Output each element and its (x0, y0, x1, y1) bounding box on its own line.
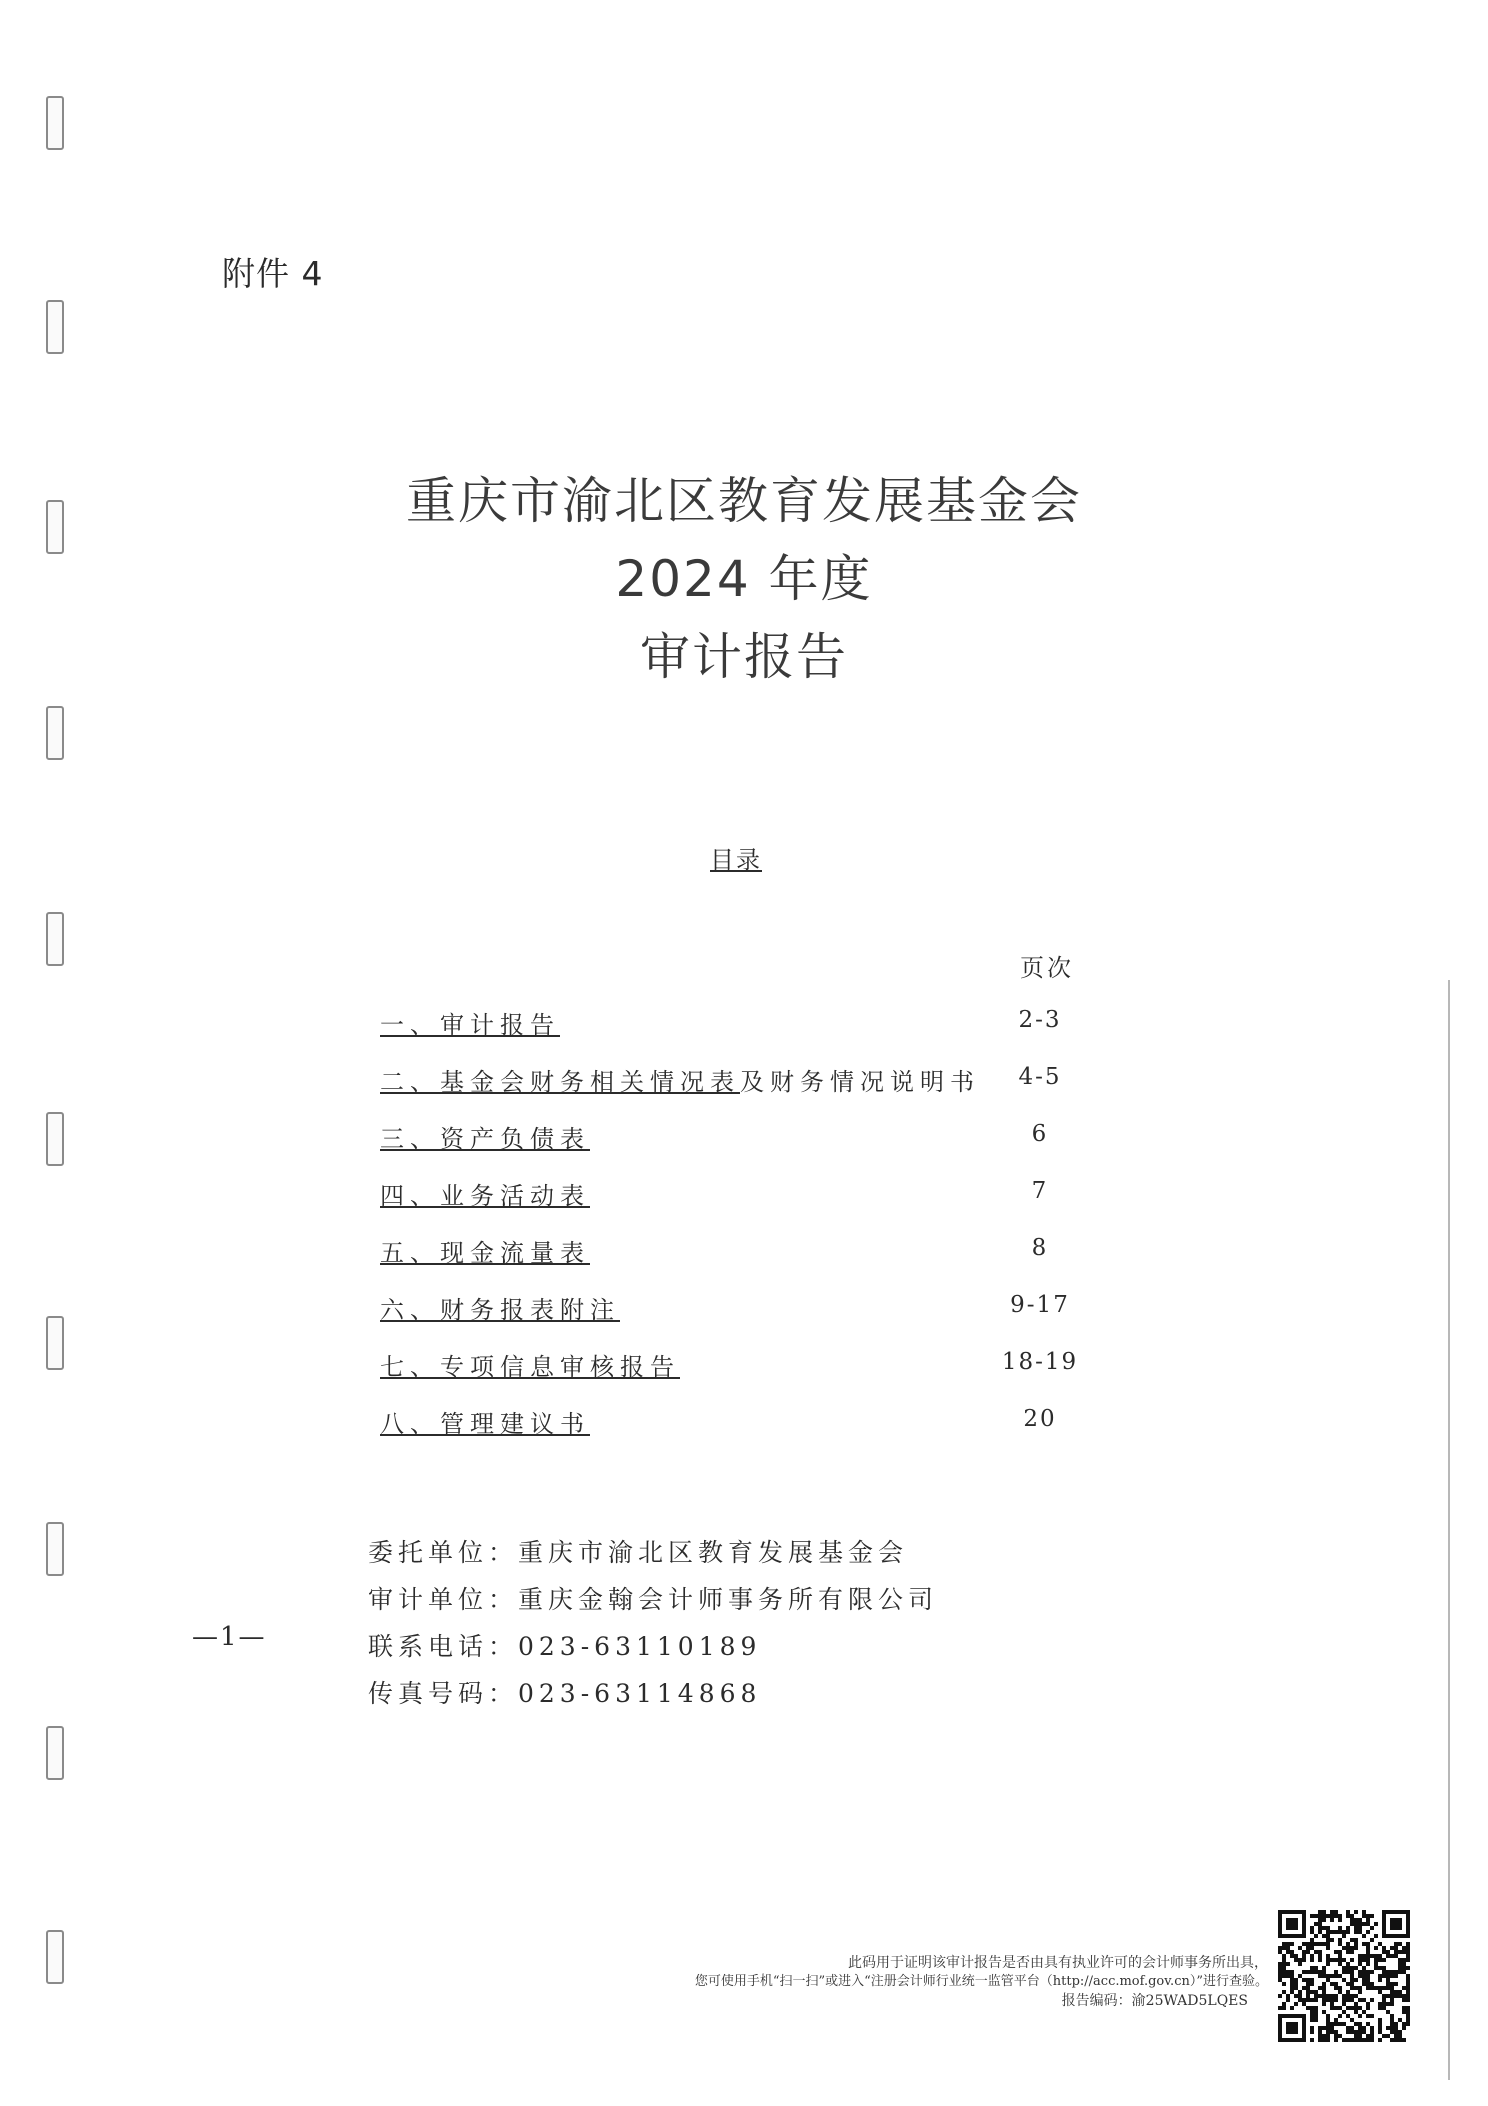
verification-note-line1: 此码用于证明该审计报告是否由具有执业许可的会计师事务所出具， (848, 1955, 1268, 1971)
scan-edge-line (1448, 980, 1450, 2080)
binding-hole (46, 912, 64, 966)
binding-hole (46, 1112, 64, 1166)
toc-item-label: 五、现金流量表 (380, 1239, 590, 1267)
toc-item[interactable] (380, 1062, 980, 1097)
toc-page-column-label: 页次 (1020, 954, 1074, 982)
fax-number: 传真号码：023-63114868 (368, 1679, 762, 1708)
binding-hole (46, 96, 64, 150)
qr-code-icon[interactable] (1278, 1910, 1410, 2042)
report-code: 报告编码：渝25WAD5LQES (1061, 1993, 1248, 2009)
toc-item-label: 一、审计报告 (380, 1011, 560, 1039)
toc-item-pages: 4-5 (1018, 1064, 1062, 1090)
toc-item[interactable] (380, 1119, 590, 1154)
toc-item[interactable] (380, 1290, 620, 1325)
audit-unit: 审计单位：重庆金翰会计师事务所有限公司 (368, 1585, 939, 1614)
title-organization: 重庆市渝北区教育发展基金会 (406, 472, 1082, 530)
phone-number: 联系电话：023-63110189 (368, 1632, 762, 1661)
page-number: —1— (192, 1622, 267, 1652)
toc-heading: 目录 (710, 846, 762, 874)
toc-item-pages: 2-3 (1018, 1007, 1062, 1033)
toc-item[interactable] (380, 1005, 560, 1040)
binding-hole (46, 1726, 64, 1780)
toc-item[interactable] (380, 1347, 680, 1382)
toc-item[interactable] (380, 1233, 590, 1268)
verification-note-line2: 您可使用手机“扫一扫”或进入“注册会计师行业统一监管平台（http://acc.mof.gov.cn）”进行查验。 (694, 1974, 1268, 1989)
toc-item-pages: 6 (1031, 1121, 1049, 1147)
binding-hole (46, 1316, 64, 1370)
binding-hole (46, 1522, 64, 1576)
toc-item[interactable] (380, 1404, 590, 1439)
toc-item-label: 四、业务活动表 (380, 1182, 590, 1210)
toc-item-label: 二、基金会财务相关情况表 (380, 1068, 740, 1096)
binding-hole (46, 1930, 64, 1984)
toc-item-label: 三、资产负债表 (380, 1125, 590, 1153)
binding-hole (46, 300, 64, 354)
client-unit: 委托单位：重庆市渝北区教育发展基金会 (368, 1538, 909, 1567)
attachment-label: 附件 4 (222, 254, 324, 293)
toc-item-label-rest: 及财务情况说明书 (740, 1068, 980, 1096)
title-report-type: 审计报告 (640, 628, 848, 686)
toc-item-pages: 18-19 (1001, 1349, 1079, 1375)
toc-item[interactable] (380, 1176, 590, 1211)
toc-item-label: 八、管理建议书 (380, 1410, 590, 1438)
binding-hole (46, 706, 64, 760)
toc-item-pages: 20 (1023, 1406, 1057, 1432)
toc-item-pages: 7 (1031, 1178, 1049, 1204)
toc-item-label: 六、财务报表附注 (380, 1296, 620, 1324)
toc-item-pages: 8 (1031, 1235, 1049, 1261)
title-year: 2024 年度 (615, 550, 873, 608)
toc-item-pages: 9-17 (1010, 1292, 1070, 1318)
toc-item-label: 七、专项信息审核报告 (380, 1353, 680, 1381)
report-title (0, 462, 1488, 696)
